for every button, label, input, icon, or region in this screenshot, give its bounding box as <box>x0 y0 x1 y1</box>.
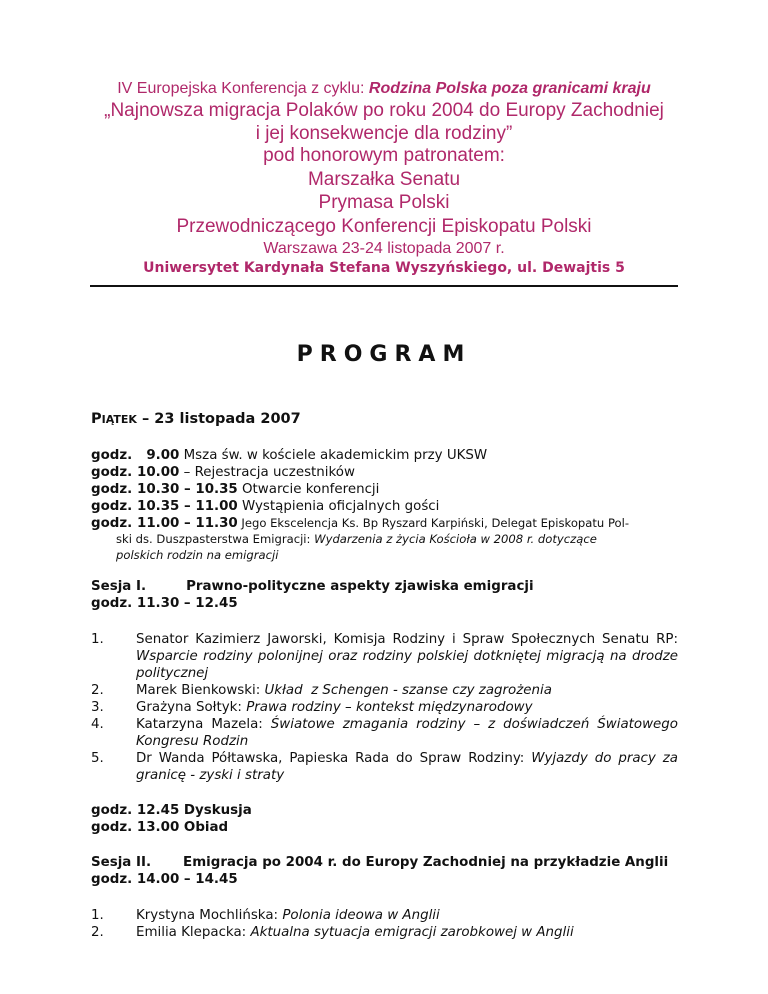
header-divider <box>90 285 678 287</box>
list-item-number: 3. <box>91 700 104 715</box>
patron-primate: Prymasa Polski <box>318 192 450 213</box>
list-item-number: 2. <box>91 925 104 940</box>
conference-series-line <box>60 80 708 98</box>
schedule-row-continuation: ski ds. Duszpasterstwa Emigracji: Wydarzenia z życia Kościoła w 2008 r. dotyczące polskich rodzin na emigracji <box>116 532 597 562</box>
schedule-row: godz. 9.00 Msza św. w kościele akademickim przy UKSW <box>91 448 488 463</box>
weekday-rest: IĄTEK <box>101 413 137 426</box>
list-item-number: 1. <box>91 908 104 923</box>
day-date: – 23 listopada 2007 <box>136 411 301 427</box>
program-title: PROGRAM <box>296 342 472 367</box>
conference-title-line1: „Najnowsza migracja Polaków po roku 2004 do Europy Zachodniej <box>104 100 664 121</box>
list-item: Senator Kazimierz Jaworski, Komisja Rodziny i Spraw Społecznych Senatu RP: Wsparcie rodziny polonijnej oraz rodziny polskiej dotkniętej migracją na drodze politycznej <box>136 632 678 681</box>
session-2-heading: Sesja II. Emigracja po 2004 r. do Europy Zachodniej na przykładzie Anglii <box>91 855 669 870</box>
day-heading <box>91 411 301 428</box>
session-1-heading: Sesja I. Prawno-polityczne aspekty zjawiska emigracji <box>91 579 534 594</box>
list-item-number: 1. <box>91 632 104 647</box>
conference-date: Warszawa 23-24 listopada 2007 r. <box>263 240 505 257</box>
list-item-number: 2. <box>91 683 104 698</box>
discussion-slot: godz. 12.45 Dyskusja <box>91 803 252 818</box>
list-item: Grażyna Sołtyk: Prawa rodziny – kontekst międzynarodowy <box>136 700 533 715</box>
list-item: Dr Wanda Półtawska, Papieska Rada do Spraw Rodziny: Wyjazdy do pracy za granicę - zyski i straty <box>136 751 678 783</box>
series-prefix: IV Europejska Konferencja z cyklu: <box>117 80 369 97</box>
conference-title-line2: i jej konsekwencje dla rodziny” <box>255 123 513 144</box>
lunch-slot: godz. 13.00 Obiad <box>91 820 229 835</box>
schedule-row: godz. 10.00 – Rejestracja uczestników <box>91 465 355 480</box>
weekday-initial: P <box>91 411 102 427</box>
schedule-row: godz. 10.30 – 10.35 Otwarcie konferencji <box>91 482 380 497</box>
patron-episcopate: Przewodniczącego Konferencji Episkopatu Polski <box>176 216 592 237</box>
schedule-row: godz. 10.35 – 11.00 Wystąpienia oficjalnych gości <box>91 499 440 514</box>
schedule-row: godz. 11.00 – 11.30 Jego Ekscelencja Ks. Bp Ryszard Karpiński, Delegat Episkopatu Pol- <box>91 516 630 531</box>
patronage-heading: pod honorowym patronatem: <box>263 145 505 166</box>
list-item: Marek Bienkowski: Układ z Schengen - szanse czy zagrożenia <box>136 683 552 698</box>
list-item: Emilia Klepacka: Aktualna sytuacja emigracji zarobkowej w Anglii <box>136 925 574 940</box>
session-1-time: godz. 11.30 – 12.45 <box>91 596 238 611</box>
patron-senate: Marszałka Senatu <box>307 169 461 190</box>
list-item-number: 4. <box>91 717 104 732</box>
list-item-number: 5. <box>91 751 104 766</box>
list-item: Katarzyna Mazela: Światowe zmagania rodziny – z doświadczeń Światowego Kongresu Rodzin <box>136 717 678 749</box>
series-name: Rodzina Polska poza granicami kraju <box>368 80 651 97</box>
list-item: Krystyna Mochlińska: Polonia ideowa w Anglii <box>136 908 440 923</box>
conference-venue: Uniwersytet Kardynała Stefana Wyszyńskiego, ul. Dewajtis 5 <box>143 260 625 276</box>
session-2-time: godz. 14.00 – 14.45 <box>91 872 238 887</box>
